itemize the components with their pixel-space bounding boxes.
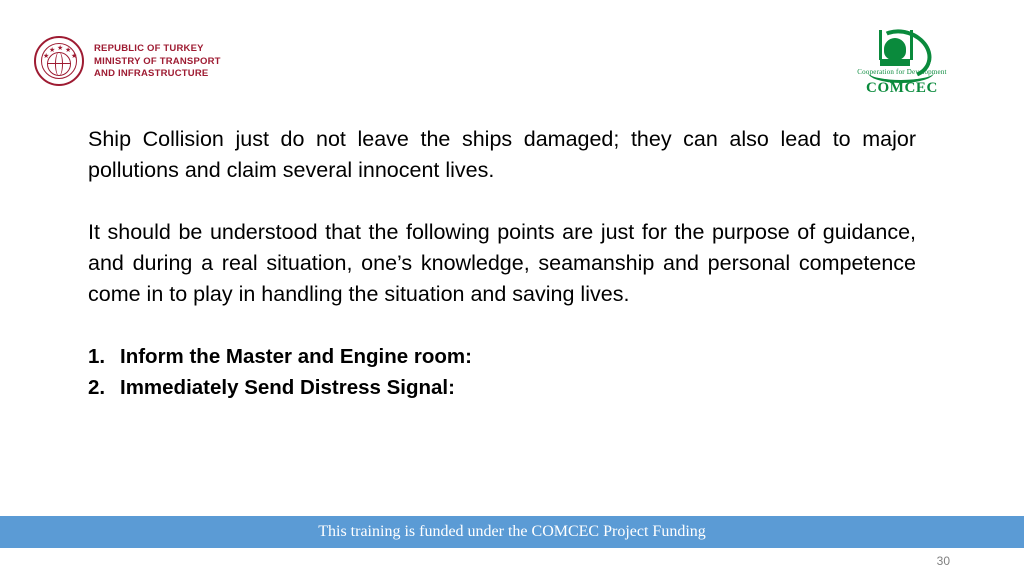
list-item <box>88 372 916 403</box>
ministry-line-1: REPUBLIC OF TURKEY <box>94 43 204 55</box>
comcec-logo-label: COMCEC <box>866 80 938 96</box>
footer-bar <box>0 516 1024 548</box>
comcec-logo-caption: Cooperation for Development <box>857 68 947 76</box>
list-item <box>88 341 916 372</box>
ministry-logo-text <box>94 43 221 81</box>
paragraph-2: It should be understood that the following points are just for the purpose of guidance, and during a real situation, one’s knowledge, seamanship and personal competence come in to play in handling the situation and saving lives. <box>88 220 916 306</box>
ministry-line-3: AND INFRASTRUCTURE <box>94 68 209 80</box>
slide-number: 30 <box>936 554 950 568</box>
footer-text: This training is funded under the COMCEC Project Funding <box>318 523 706 540</box>
list-item-number: 1. <box>88 345 106 368</box>
paragraph-1: Ship Collision just do not leave the ships damaged; they can also lead to major pollutions and claim several innocent lives. <box>88 127 916 182</box>
ministry-logo <box>34 36 221 88</box>
numbered-list <box>88 341 916 403</box>
ministry-line-2: MINISTRY OF TRANSPORT <box>94 55 221 67</box>
list-item-text: Immediately Send Distress Signal: <box>120 376 455 399</box>
list-item-text: Inform the Master and Engine room: <box>120 345 472 368</box>
ministry-emblem-icon: ★ ★ ★ ★ ★ <box>34 36 86 88</box>
list-item-number: 2. <box>88 376 106 399</box>
comcec-logo <box>854 28 950 97</box>
slide-content <box>88 124 916 403</box>
